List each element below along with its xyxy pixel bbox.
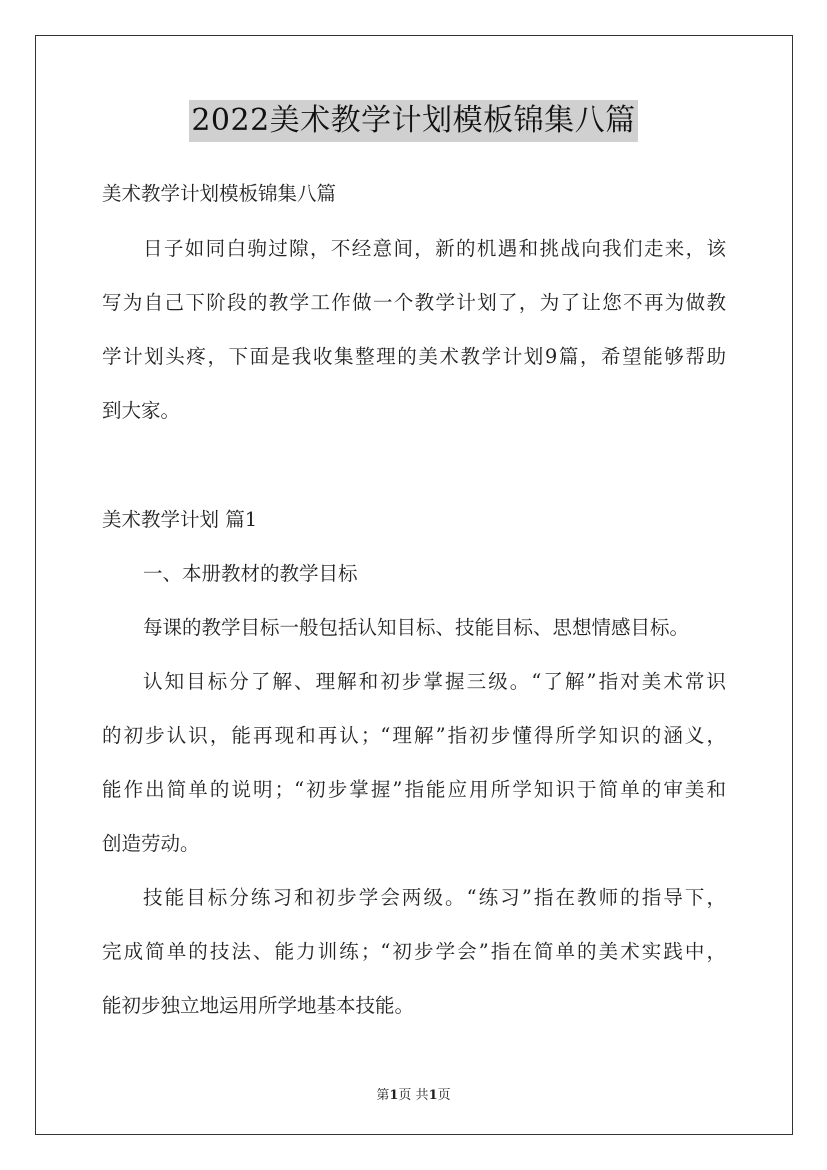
para2-line-1: 认知目标分了解、理解和初步掌握三级。“了解”指对美术常识 [143, 670, 726, 693]
intro-line-1: 日子如同白驹过隙，不经意间，新的机遇和挑战向我们走来，该 [143, 237, 726, 260]
para2-line-3: 能作出简单的说明；“初步掌握”指能应用所学知识于简单的审美和 [102, 778, 726, 801]
intro-line-4: 到大家。 [102, 399, 181, 422]
footer-prefix: 第 [376, 1088, 390, 1103]
para3-line-2: 完成简单的技法、能力训练；“初步学会”指在简单的美术实践中， [102, 940, 726, 963]
para3-line-3: 能初步独立地运用所学地基本技能。 [102, 994, 415, 1017]
paragraph-1: 每课的教学目标一般包括认知目标、技能目标、思想情感目标。 [143, 616, 690, 639]
document-subtitle: 美术教学计划模板锦集八篇 [102, 182, 337, 205]
footer-current-page: 1 [389, 1088, 399, 1103]
para2-line-2: 的初步认识，能再现和再认；“理解”指初步懂得所学知识的涵义， [102, 724, 726, 747]
footer-total-pages: 1 [428, 1088, 438, 1103]
title-container [0, 100, 827, 142]
intro-line-3: 学计划头疼，下面是我收集整理的美术教学计划9篇，希望能够帮助 [102, 345, 726, 368]
section-heading: 美术教学计划 篇1 [102, 508, 258, 531]
footer-mid: 页 共 [398, 1088, 429, 1103]
subheading: 一、本册教材的教学目标 [143, 562, 358, 585]
para3-line-1: 技能目标分练习和初步学会两级。“练习”指在教师的指导下， [143, 886, 726, 909]
intro-line-2: 写为自己下阶段的教学工作做一个教学计划了，为了让您不再为做教 [102, 291, 726, 314]
para2-line-4: 创造劳动。 [102, 832, 200, 855]
page-footer [0, 1084, 827, 1103]
document-title: 2022美术教学计划模板锦集八篇 [189, 100, 637, 142]
footer-suffix: 页 [437, 1088, 451, 1103]
